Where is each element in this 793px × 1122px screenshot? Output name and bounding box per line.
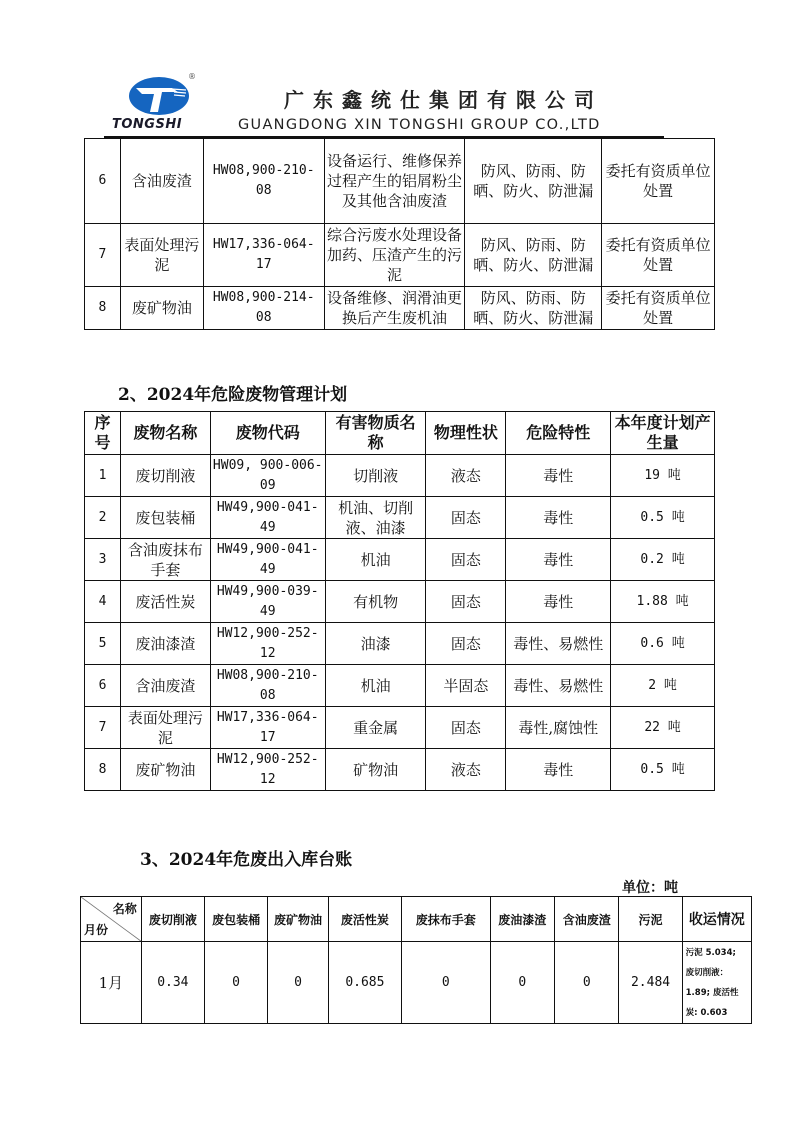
row-number: 5: [85, 623, 121, 665]
unit-label: 单位：吨: [622, 880, 678, 896]
company-name-en: GUANGDONG XIN TONGSHI GROUP CO.,LTD: [238, 117, 601, 133]
table-row: [85, 224, 715, 287]
physical-state: 固态: [426, 581, 506, 623]
corner-header-cell: [81, 897, 142, 942]
hazardous-substance: 有机物: [325, 581, 426, 623]
row-number: 8: [85, 749, 121, 791]
physical-state: 固态: [426, 539, 506, 581]
logo-wordmark: TONGSHI: [112, 117, 183, 132]
waste-name: 废活性炭: [120, 581, 210, 623]
waste-name: 含油废渣: [120, 665, 210, 707]
corner-label-month: 月份: [84, 923, 109, 937]
waste-name: 废油漆渣: [120, 623, 210, 665]
physical-state: 液态: [426, 749, 506, 791]
tongshi-logo-icon: [128, 76, 190, 116]
value-cell: 0: [555, 942, 619, 1024]
value-cell: 0: [401, 942, 490, 1024]
table-row: [85, 139, 715, 224]
waste-source: 综合污废水处理设备加药、压渣产生的污泥: [324, 224, 465, 287]
waste-code: HW08,900-210- 08: [203, 139, 324, 224]
storage-measures: 防风、防雨、防晒、防火、防泄漏: [465, 139, 602, 224]
table-row: [85, 539, 715, 581]
waste-code: HW12,900-252- 12: [210, 623, 325, 665]
company-logo: [112, 70, 204, 132]
registered-mark: ®: [188, 72, 196, 81]
hazard-property: 毒性,腐蚀性: [506, 707, 611, 749]
waste-code: HW49,900-041- 49: [210, 539, 325, 581]
hazard-property: 毒性、易燃性: [506, 665, 611, 707]
planned-amount: 0.5 吨: [611, 749, 715, 791]
waste-code: HW12,900-252- 12: [210, 749, 325, 791]
col-header-no: 序号: [85, 412, 121, 455]
table-row: [85, 665, 715, 707]
disposal-method: 委托有资质单位处置: [602, 139, 715, 224]
waste-name: 含油废渣: [120, 139, 203, 224]
hazard-property: 毒性: [506, 455, 611, 497]
hazardous-substance: 矿物油: [325, 749, 426, 791]
table-row: [85, 707, 715, 749]
waste-code: HW17,336-064- 17: [210, 707, 325, 749]
value-cell: 0: [490, 942, 554, 1024]
planned-amount: 19 吨: [611, 455, 715, 497]
company-name-cn: 广东鑫统仕集团有限公司: [284, 88, 603, 112]
hazard-property: 毒性: [506, 749, 611, 791]
letterhead: [104, 70, 664, 136]
hazardous-substance: 机油: [325, 539, 426, 581]
planned-amount: 0.2 吨: [611, 539, 715, 581]
row-number: 8: [85, 287, 121, 330]
physical-state: 固态: [426, 707, 506, 749]
table-row: [85, 581, 715, 623]
hazardous-substance: 机油、切削液、油漆: [325, 497, 426, 539]
col-header-transport: 收运情况: [682, 897, 751, 942]
disposal-method: 委托有资质单位处置: [602, 287, 715, 330]
hazard-property: 毒性: [506, 581, 611, 623]
table-header-row: [81, 897, 752, 942]
physical-state: 半固态: [426, 665, 506, 707]
col-header-state: 物理性状: [426, 412, 506, 455]
col-header-amount: 本年度计划产生量: [611, 412, 715, 455]
physical-state: 液态: [426, 455, 506, 497]
inventory-ledger-table: [80, 896, 752, 1024]
planned-amount: 2 吨: [611, 665, 715, 707]
value-cell: 0: [204, 942, 267, 1024]
col-header-substance: 有害物质名称: [325, 412, 426, 455]
row-number: 7: [85, 224, 121, 287]
planned-amount: 0.5 吨: [611, 497, 715, 539]
hazardous-substance: 油漆: [325, 623, 426, 665]
row-number: 2: [85, 497, 121, 539]
month-cell: 1月: [81, 942, 142, 1024]
waste-name: 表面处理污泥: [120, 224, 203, 287]
value-cell: 0: [268, 942, 329, 1024]
waste-code: HW17,336-064- 17: [203, 224, 324, 287]
value-cell: 2.484: [619, 942, 682, 1024]
col-header-packaging-drum: 废包装桶: [204, 897, 267, 942]
col-header-activated-carbon: 废活性炭: [328, 897, 401, 942]
corner-label-name: 名称: [112, 902, 137, 916]
planned-amount: 1.88 吨: [611, 581, 715, 623]
waste-code: HW49,900-041- 49: [210, 497, 325, 539]
row-number: 4: [85, 581, 121, 623]
physical-state: 固态: [426, 497, 506, 539]
waste-source: 设备维修、润滑油更换后产生废机油: [324, 287, 465, 330]
section-2-title: 2、2024年危险废物管理计划: [118, 385, 348, 405]
table-row: [85, 287, 715, 330]
row-number: 1: [85, 455, 121, 497]
waste-plan-table: [84, 411, 715, 791]
transport-note: 污泥 5.034; 废切削液： 1.89; 废活性 炭: 0.603: [682, 942, 751, 1024]
hazard-property: 毒性: [506, 497, 611, 539]
table-header-row: [85, 412, 715, 455]
col-header-mineral-oil: 废矿物油: [268, 897, 329, 942]
storage-measures: 防风、防雨、防晒、防火、防泄漏: [465, 287, 602, 330]
waste-code: HW09, 900-006- 09: [210, 455, 325, 497]
hazardous-substance: 机油: [325, 665, 426, 707]
col-header-name: 废物名称: [120, 412, 210, 455]
col-header-cutting-fluid: 废切削液: [141, 897, 204, 942]
col-header-sludge: 污泥: [619, 897, 682, 942]
waste-name: 表面处理污泥: [120, 707, 210, 749]
row-number: 6: [85, 665, 121, 707]
table-row: [85, 455, 715, 497]
storage-measures-table: [84, 138, 715, 330]
waste-code: HW08,900-214- 08: [203, 287, 324, 330]
waste-source: 设备运行、维修保养过程产生的铝屑粉尘及其他含油废渣: [324, 139, 465, 224]
col-header-paint-residue: 废油漆渣: [490, 897, 554, 942]
value-cell: 0.685: [328, 942, 401, 1024]
table-row: [85, 623, 715, 665]
hazardous-substance: 切削液: [325, 455, 426, 497]
hazardous-substance: 重金属: [325, 707, 426, 749]
waste-code: HW49,900-039- 49: [210, 581, 325, 623]
waste-name: 含油废抹布手套: [120, 539, 210, 581]
table-row: [85, 497, 715, 539]
table-row: [85, 749, 715, 791]
col-header-code: 废物代码: [210, 412, 325, 455]
hazard-property: 毒性、易燃性: [506, 623, 611, 665]
waste-code: HW08,900-210- 08: [210, 665, 325, 707]
physical-state: 固态: [426, 623, 506, 665]
waste-name: 废矿物油: [120, 749, 210, 791]
waste-name: 废矿物油: [120, 287, 203, 330]
disposal-method: 委托有资质单位处置: [602, 224, 715, 287]
row-number: 7: [85, 707, 121, 749]
row-number: 6: [85, 139, 121, 224]
table-row: [81, 942, 752, 1024]
section-3-title: 3、2024年危废出入库台账: [140, 850, 353, 870]
col-header-oily-residue: 含油废渣: [555, 897, 619, 942]
row-number: 3: [85, 539, 121, 581]
hazard-property: 毒性: [506, 539, 611, 581]
col-header-hazard: 危险特性: [506, 412, 611, 455]
planned-amount: 0.6 吨: [611, 623, 715, 665]
value-cell: 0.34: [141, 942, 204, 1024]
storage-measures: 防风、防雨、防晒、防火、防泄漏: [465, 224, 602, 287]
col-header-rags-gloves: 废抹布手套: [401, 897, 490, 942]
waste-name: 废包装桶: [120, 497, 210, 539]
planned-amount: 22 吨: [611, 707, 715, 749]
waste-name: 废切削液: [120, 455, 210, 497]
